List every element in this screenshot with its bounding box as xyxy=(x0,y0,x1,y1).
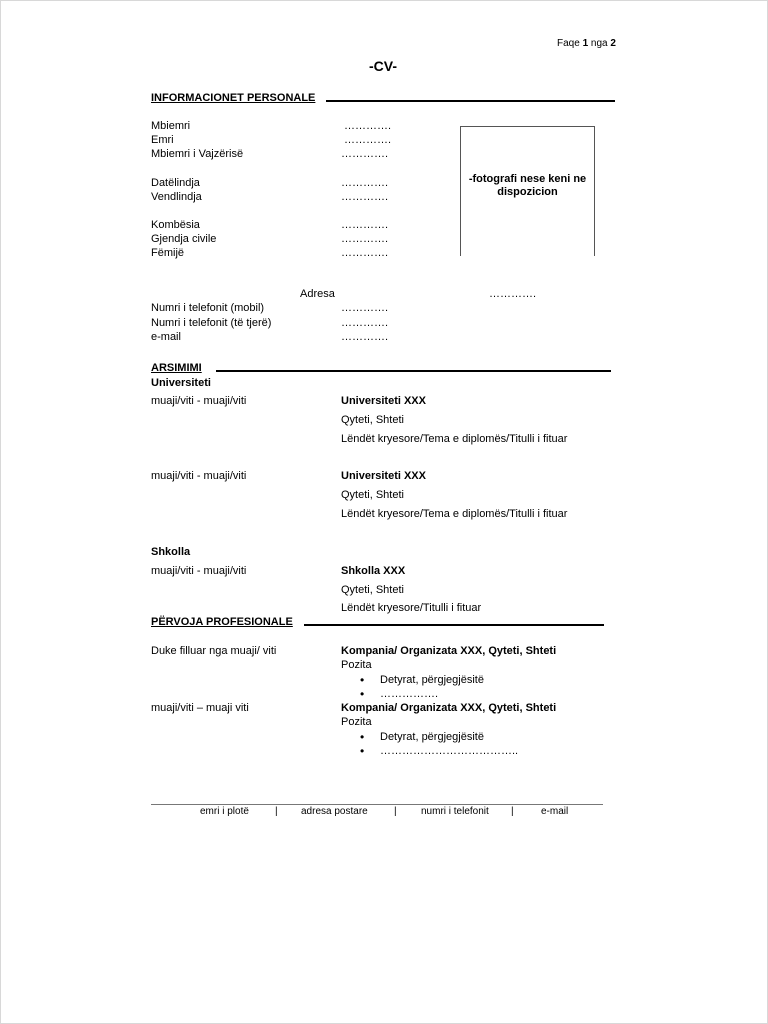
field-label: Gjendja civile xyxy=(151,233,217,245)
contact-label: e-mail xyxy=(151,331,181,343)
school-period: muaji/viti - muaji/viti xyxy=(151,565,247,577)
school-name: Shkolla XXX xyxy=(341,565,406,577)
field-label: Emri xyxy=(151,134,174,146)
field-label: Mbiemri xyxy=(151,120,191,132)
footer-email: e-mail xyxy=(541,806,569,817)
education-period: muaji/viti - muaji/viti xyxy=(151,470,247,482)
school-place: Qyteti, Shteti xyxy=(341,584,404,596)
field-label: Fëmijë xyxy=(151,247,185,259)
contact-value: …………. xyxy=(341,317,389,329)
school-heading: Shkolla xyxy=(151,546,191,558)
page-number xyxy=(557,37,616,51)
education-heading-rule xyxy=(216,370,611,372)
university-details: Lëndët kryesore/Tema e diplomës/Titulli i fituar xyxy=(341,508,568,520)
footer-separator: | xyxy=(394,806,397,817)
field-value: …………. xyxy=(344,120,392,132)
footer-address: adresa postare xyxy=(301,806,368,817)
job-bullet: • Detyrat, përgjegjësitë xyxy=(380,730,484,744)
job-company: Kompania/ Organizata XXX, Qyteti, Shteti xyxy=(341,645,557,657)
personal-heading: INFORMACIONET PERSONALE xyxy=(151,92,316,104)
job-period: Duke filluar nga muaji/ viti xyxy=(151,645,277,657)
contact-label: Numri i telefonit (të tjerë) xyxy=(151,317,272,329)
job-bullet: • Detyrat, përgjegjësitë xyxy=(380,673,484,687)
university-name: Universiteti XXX xyxy=(341,470,426,482)
experience-heading: PËRVOJA PROFESIONALE xyxy=(151,616,293,628)
page-prefix: Faqe xyxy=(557,38,580,49)
field-label: Vendlindja xyxy=(151,191,202,203)
contact-value: …………. xyxy=(341,331,389,343)
university-place: Qyteti, Shteti xyxy=(341,414,404,426)
school-details: Lëndët kryesore/Titulli i fituar xyxy=(341,602,482,614)
address-label: Adresa xyxy=(300,288,335,300)
field-value: …………. xyxy=(341,233,389,245)
field-value: …………. xyxy=(341,247,389,259)
field-value: …………. xyxy=(341,219,389,231)
university-name: Universiteti XXX xyxy=(341,395,426,407)
field-label: Datëlindja xyxy=(151,177,200,189)
job-position: Pozita xyxy=(341,716,372,728)
field-label: Kombësia xyxy=(151,219,200,231)
job-bullet: • ……………………………….. xyxy=(380,744,518,758)
footer-phone: numri i telefonit xyxy=(421,806,489,817)
contact-label: Numri i telefonit (mobil) xyxy=(151,302,265,314)
footer-separator: | xyxy=(511,806,514,817)
education-heading: ARSIMIMI xyxy=(151,362,202,374)
page-sep: nga xyxy=(590,38,608,49)
field-value: …………. xyxy=(341,191,389,203)
photo-placeholder-text: -fotografi nese keni ne dispozicion xyxy=(468,173,587,198)
page-current: 1 xyxy=(582,38,589,49)
field-value: …………. xyxy=(344,134,392,146)
page-total: 2 xyxy=(610,38,616,49)
personal-heading-rule xyxy=(326,100,615,102)
university-heading: Universiteti xyxy=(151,377,211,389)
job-period: muaji/viti – muaji viti xyxy=(151,702,249,714)
university-place: Qyteti, Shteti xyxy=(341,489,404,501)
field-label: Mbiemri i Vajzërisë xyxy=(151,148,244,160)
footer-name: emri i plotë xyxy=(200,806,249,817)
job-position: Pozita xyxy=(341,659,372,671)
document-title: -CV- xyxy=(369,58,397,74)
photo-placeholder xyxy=(460,126,595,256)
field-value: …………. xyxy=(341,148,389,160)
footer-rule xyxy=(151,804,603,805)
education-period: muaji/viti - muaji/viti xyxy=(151,395,247,407)
job-bullet: • ……………. xyxy=(380,687,438,701)
address-value: …………. xyxy=(489,288,537,300)
contact-value: …………. xyxy=(341,302,389,314)
university-details: Lëndët kryesore/Tema e diplomës/Titulli i fituar xyxy=(341,433,568,445)
footer-separator: | xyxy=(275,806,278,817)
job-company: Kompania/ Organizata XXX, Qyteti, Shteti xyxy=(341,702,557,714)
experience-heading-rule xyxy=(304,624,604,626)
field-value: …………. xyxy=(341,177,389,189)
